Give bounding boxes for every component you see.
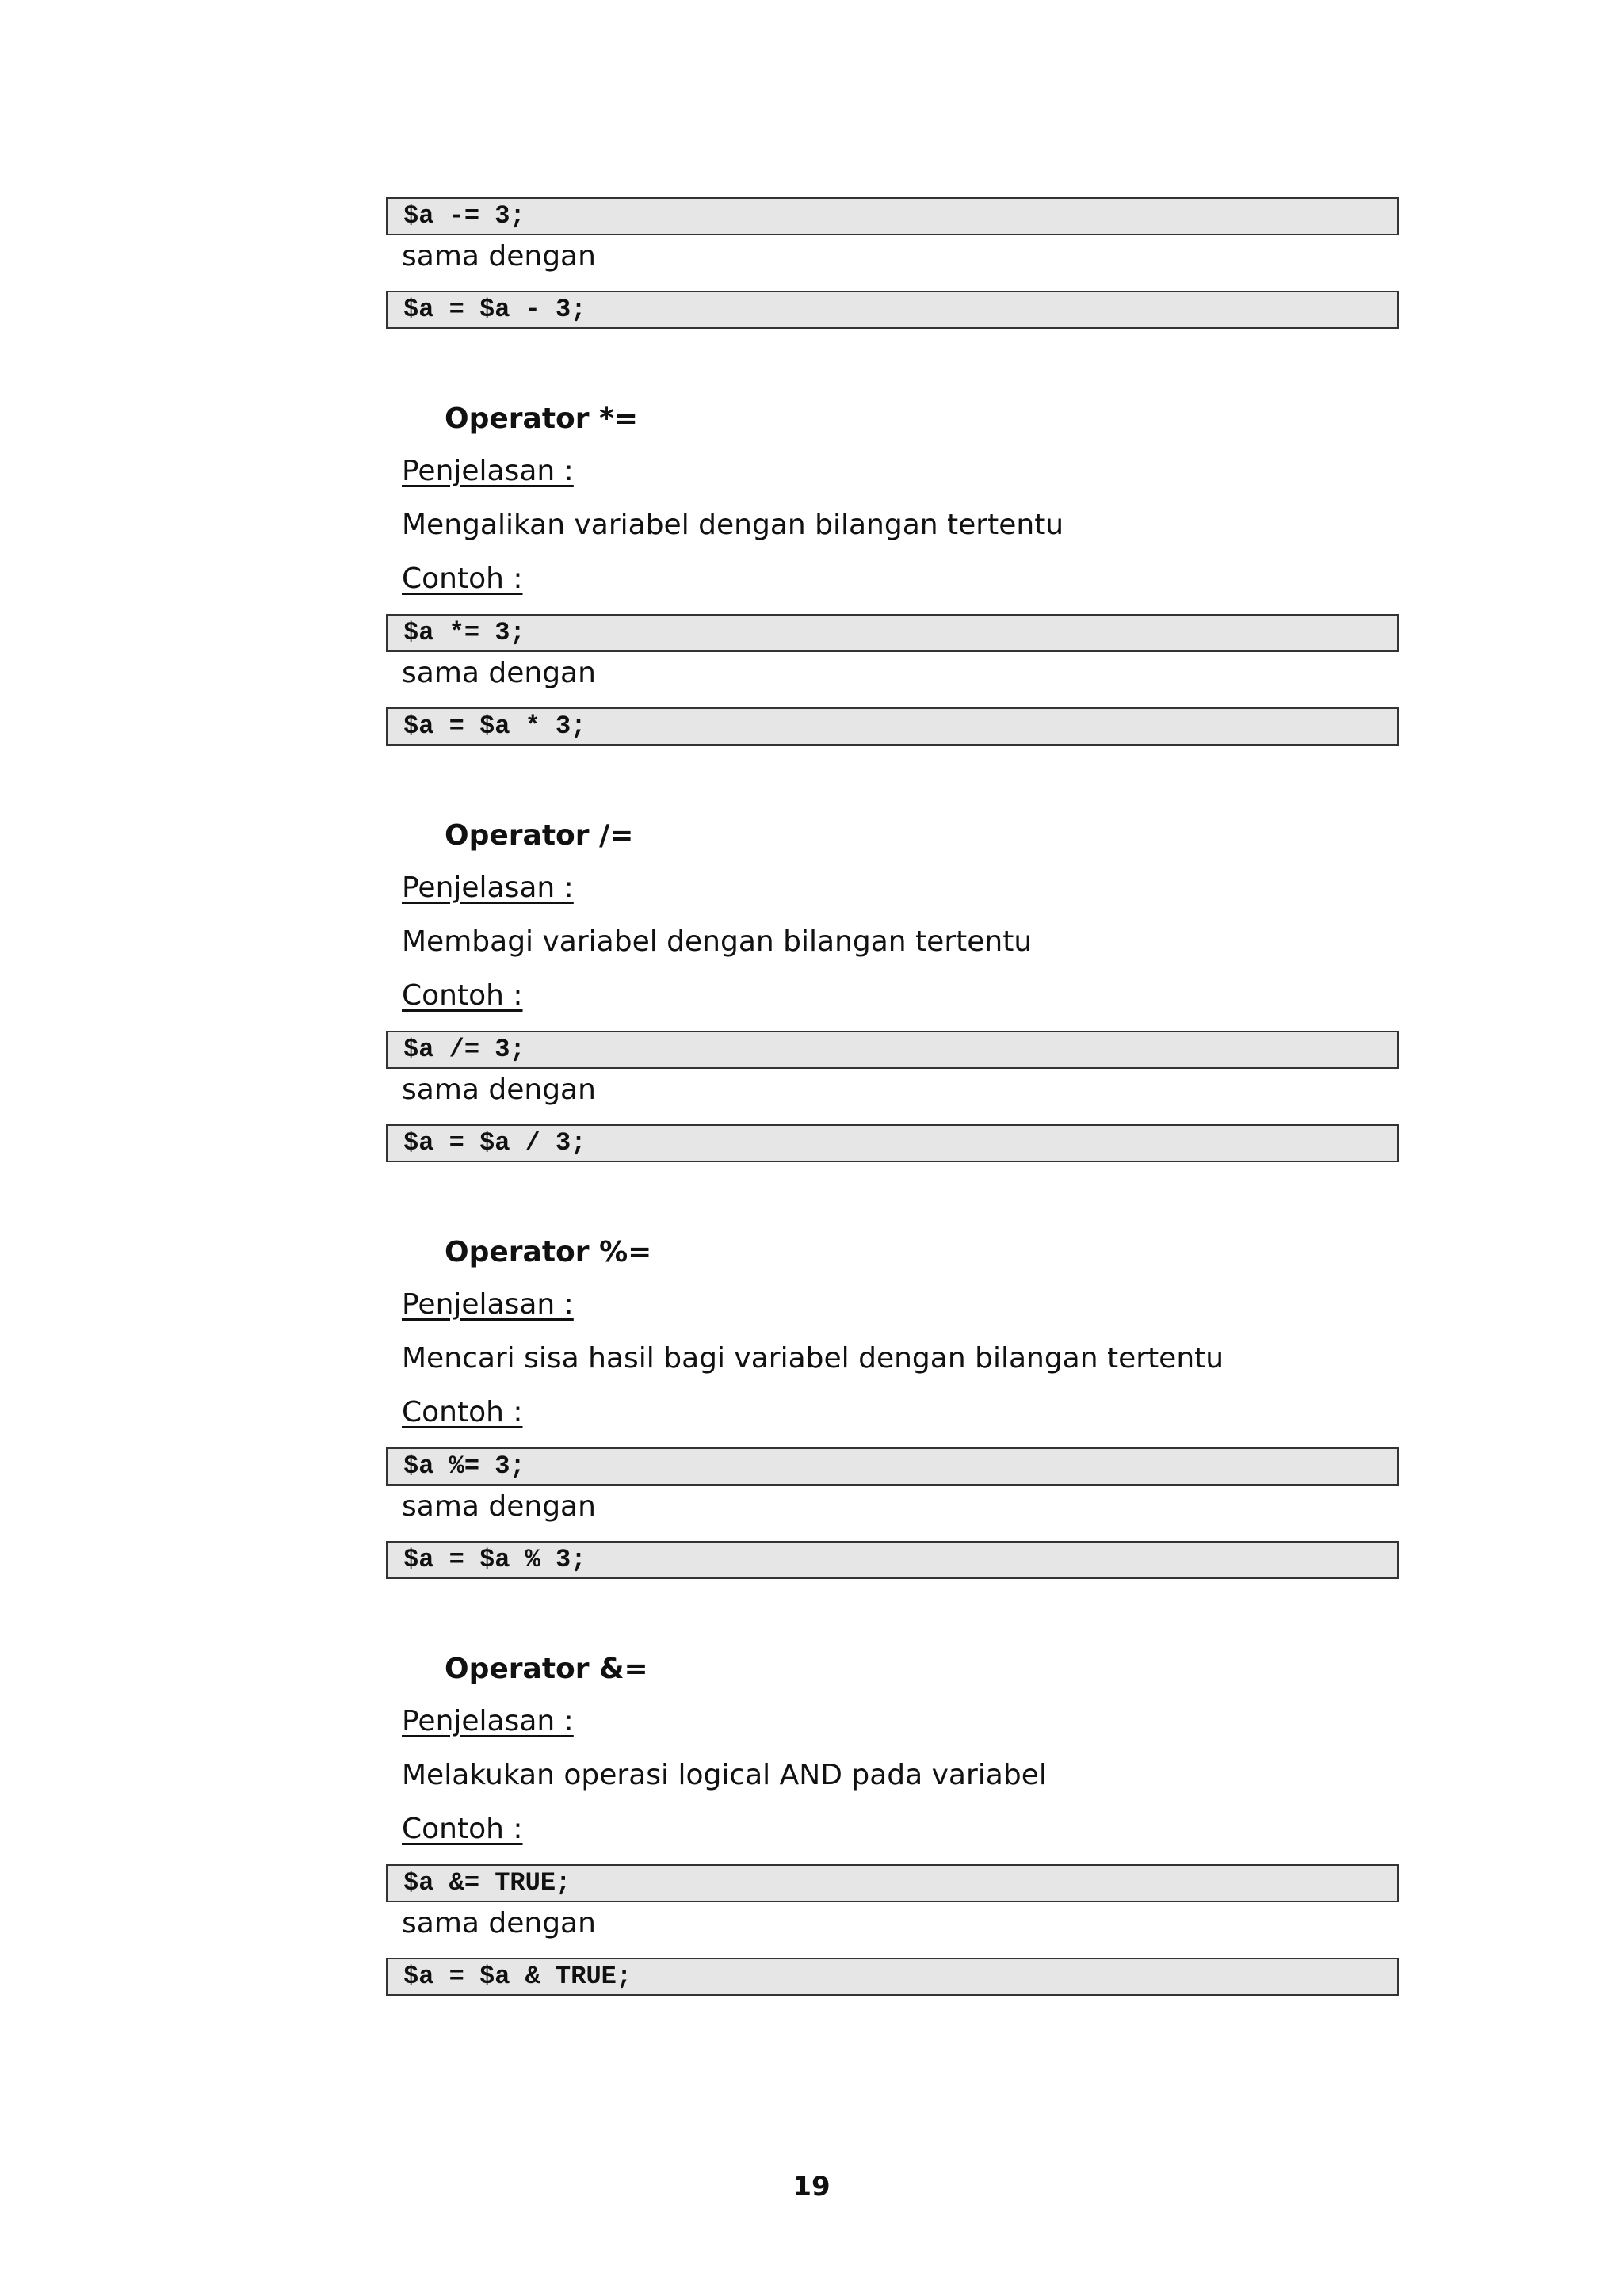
code-block: $a = $a % 3; xyxy=(386,1541,1399,1579)
code-block: $a &= TRUE; xyxy=(386,1864,1399,1902)
same-as-text: sama dengan xyxy=(402,240,596,273)
description-text: Membagi variabel dengan bilangan tertentu xyxy=(402,925,1033,958)
example-label: Contoh : xyxy=(402,563,523,595)
section-heading: Operator /= xyxy=(445,819,634,852)
example-label: Contoh : xyxy=(402,1396,523,1428)
description-text: Mencari sisa hasil bagi variabel dengan bilangan tertentu xyxy=(402,1342,1224,1375)
example-label: Contoh : xyxy=(402,1813,523,1845)
section-heading: Operator *= xyxy=(445,402,639,435)
example-label: Contoh : xyxy=(402,979,523,1012)
section-heading: Operator %= xyxy=(445,1236,652,1268)
code-block: $a = $a - 3; xyxy=(386,291,1399,329)
description-text: Mengalikan variabel dengan bilangan tertentu xyxy=(402,509,1064,541)
page-number: 19 xyxy=(792,2171,831,2203)
code-block: $a -= 3; xyxy=(386,197,1399,235)
same-as-text: sama dengan xyxy=(402,1907,596,1939)
description-text: Melakukan operasi logical AND pada variabel xyxy=(402,1759,1047,1791)
code-block: $a = $a / 3; xyxy=(386,1124,1399,1162)
code-block: $a *= 3; xyxy=(386,614,1399,652)
explanation-label: Penjelasan : xyxy=(402,871,574,904)
section-heading: Operator &= xyxy=(445,1653,648,1685)
explanation-label: Penjelasan : xyxy=(402,1288,574,1321)
same-as-text: sama dengan xyxy=(402,1490,596,1523)
same-as-text: sama dengan xyxy=(402,657,596,689)
explanation-label: Penjelasan : xyxy=(402,1705,574,1737)
explanation-label: Penjelasan : xyxy=(402,455,574,487)
code-block: $a = $a * 3; xyxy=(386,707,1399,746)
code-block: $a /= 3; xyxy=(386,1031,1399,1069)
same-as-text: sama dengan xyxy=(402,1074,596,1106)
code-block: $a %= 3; xyxy=(386,1447,1399,1486)
code-block: $a = $a & TRUE; xyxy=(386,1958,1399,1996)
